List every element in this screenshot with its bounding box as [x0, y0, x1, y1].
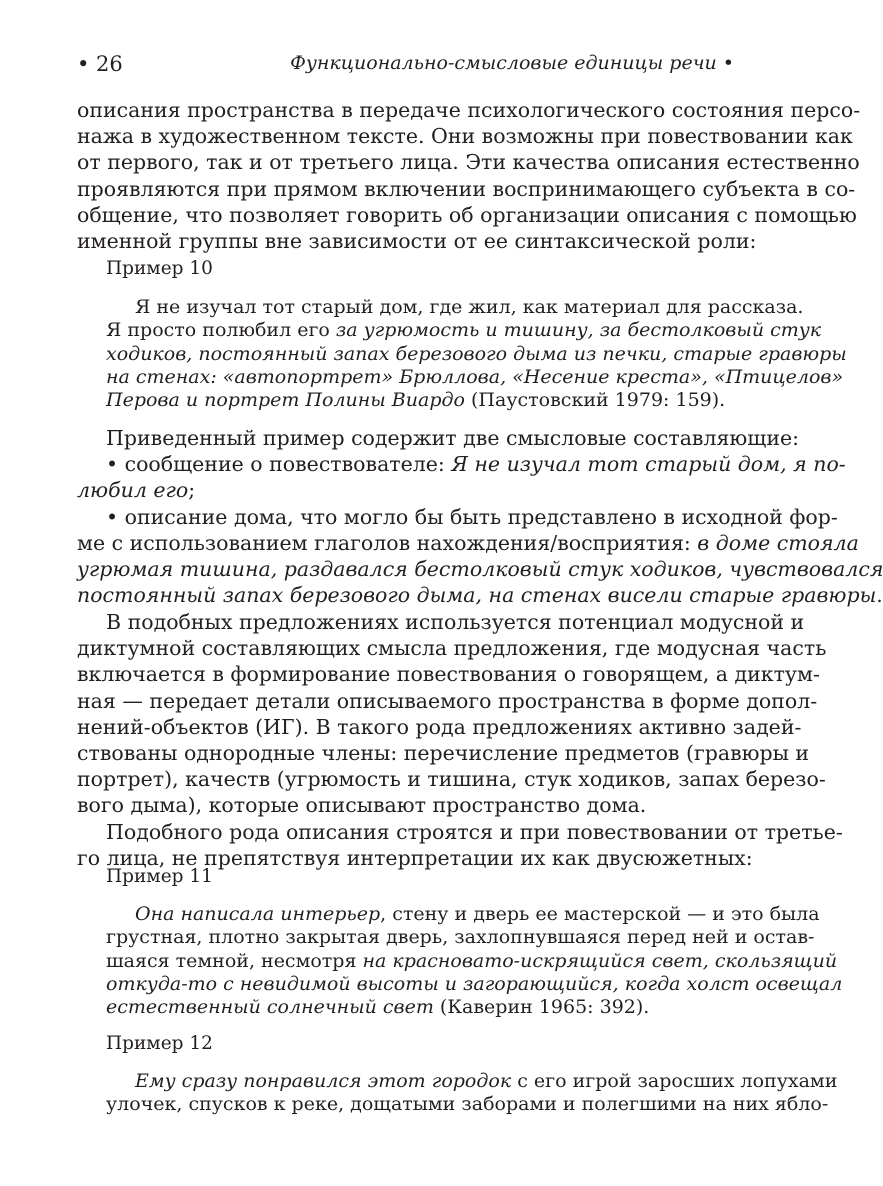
example-12-label: Пример 12 [106, 1033, 213, 1054]
bullet-item-cont: угрюмая тишина, раздавался бестолковый стук ходиков, чувствовался [77, 557, 883, 582]
quote-line: Перова и портрет Полины Виардо (Паустовский 1979: 159). [106, 389, 726, 412]
text-line: ная — передает детали описываемого пространства в форме допол- [77, 688, 818, 713]
example-11-label: Пример 11 [106, 866, 213, 887]
example-11-quote [106, 903, 843, 1019]
text-line: Приведенный пример содержит две смысловые составляющие: [106, 426, 800, 450]
text-line: В подобных предложениях используется потенциал модусной и [106, 610, 805, 634]
bullet-item: • описание дома, что могло бы быть представлено в исходной фор- [106, 504, 838, 529]
text-line: от первого, так и от третьего лица. Эти качества описания естественно [77, 150, 860, 175]
bullet-item-cont: ме с использованием глаголов нахождения/восприятия: в доме стояла [77, 530, 859, 555]
quote-line: шаяся темной, несмотря на красновато-искрящийся свет, скользящий [106, 949, 838, 972]
text-line: описания пространства в передаче психологического состояния персо- [77, 98, 861, 122]
text-line: общение, что позволяет говорить об организации описания с помощью [77, 202, 857, 227]
text-line: вого дыма), которые описывают пространство дома. [77, 793, 647, 818]
text-line: портрет), качеств (угрюмость и тишина, стук ходиков, запах березо- [77, 767, 826, 792]
text-line: включается в формирование повествования о говорящем, а диктум- [77, 662, 820, 687]
quote-line: ходиков, постоянный запах березового дыма из печки, старые гравюры [106, 342, 847, 365]
paragraph-intro [77, 97, 861, 254]
quote-line: Ему сразу понравился этот городок с его игрой заросших лопухами [135, 1070, 838, 1092]
text-line: проявляются при прямом включении воспринимающего субъекта в со- [77, 176, 856, 201]
quote-line: на стенах: «автопортрет» Брюллова, «Несение креста», «Птицелов» [106, 365, 844, 388]
text-line: нений-объектов (ИГ). В такого рода предложениях активно задей- [77, 714, 802, 739]
text-line: ствованы однородные члены: перечисление предметов (гравюры и [77, 741, 810, 766]
quote-line: грустная, плотно закрытая дверь, захлопнувшаяся перед ней и остав- [106, 926, 815, 949]
page-number: • 26 [77, 52, 123, 76]
bullet-item-cont: постоянный запах березового дыма, на стенах висели старые гравюры. [77, 583, 883, 608]
quote-line: Она написала интерьер, стену и дверь ее мастерской — и это была [135, 903, 820, 925]
quote-line: естественный солнечный свет (Каверин 1965: 392). [106, 996, 650, 1019]
paragraph-discussion [77, 609, 843, 871]
text-line: именной группы вне зависимости от ее синтаксической роли: [77, 229, 757, 254]
paragraph-analysis [77, 425, 883, 608]
text-line: нажа в художественном тексте. Они возможны при повествовании как [77, 124, 853, 149]
quote-line: Я просто полюбил его за угрюмость и тишину, за бестолковый стук [106, 319, 822, 342]
example-12-quote [106, 1070, 838, 1117]
quote-line: Я не изучал тот старый дом, где жил, как материал для рассказа. [135, 296, 804, 318]
text-line: диктумной составляющих смысла предложения, где модусная часть [77, 636, 827, 661]
running-title: Функционально-смысловые единицы речи • [290, 52, 734, 74]
quote-line: откуда-то с невидимой высоты и загорающийся, когда холст освещал [106, 972, 843, 995]
page-header [77, 52, 734, 80]
bullet-item: • сообщение о повествователе: Я не изучал тот старый дом, я по- [106, 452, 846, 477]
example-10-quote [106, 296, 847, 412]
quote-line: улочек, спусков к реке, дощатыми заборами и полегшими на них ябло- [106, 1093, 829, 1116]
text-line: го лица, не препятствуя интерпретации их как двусюжетных: [77, 845, 753, 870]
example-10-label: Пример 10 [106, 258, 213, 279]
bullet-item-cont: любил его; [77, 478, 196, 503]
text-line: Подобного рода описания строятся и при повествовании от третье- [106, 819, 843, 844]
